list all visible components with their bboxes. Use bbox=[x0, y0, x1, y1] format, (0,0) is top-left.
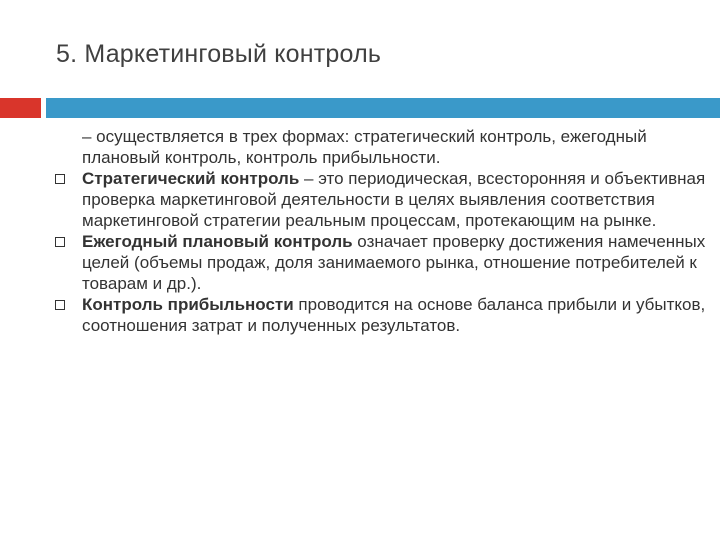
list-item bbox=[50, 168, 710, 231]
item-term: Контроль прибыльности bbox=[82, 295, 294, 314]
square-bullet-icon bbox=[55, 237, 65, 247]
slide-body bbox=[50, 126, 710, 336]
item-term: Ежегодный плановый контроль bbox=[82, 232, 353, 251]
item-text: – это периодическая, всесторонняя и объективная проверка маркетинговой деятельности в целях выявления соответствия маркетинговой стратегии реальным процессам, протекающим на рынке. bbox=[82, 169, 706, 230]
accent-bar-red bbox=[0, 98, 41, 118]
list-item bbox=[50, 294, 710, 336]
square-bullet-icon bbox=[55, 300, 65, 310]
item-term: Стратегический контроль bbox=[82, 169, 300, 188]
item-text: проводится на основе баланса прибыли и убытков, соотношения затрат и полученных результатов. bbox=[82, 295, 706, 335]
accent-bar-blue bbox=[46, 98, 720, 118]
slide-title: 5. Маркетинговый контроль bbox=[56, 40, 382, 68]
square-bullet-icon bbox=[55, 174, 65, 184]
item-text: означает проверку достижения намеченных целей (объемы продаж, доля занимаемого рынка, отношение потребителей к товарам и др.). bbox=[82, 232, 706, 293]
intro-text: – осуществляется в трех формах: стратегический контроль, ежегодный плановый контроль, контроль прибыльности. bbox=[82, 127, 647, 167]
list-item bbox=[50, 231, 710, 294]
